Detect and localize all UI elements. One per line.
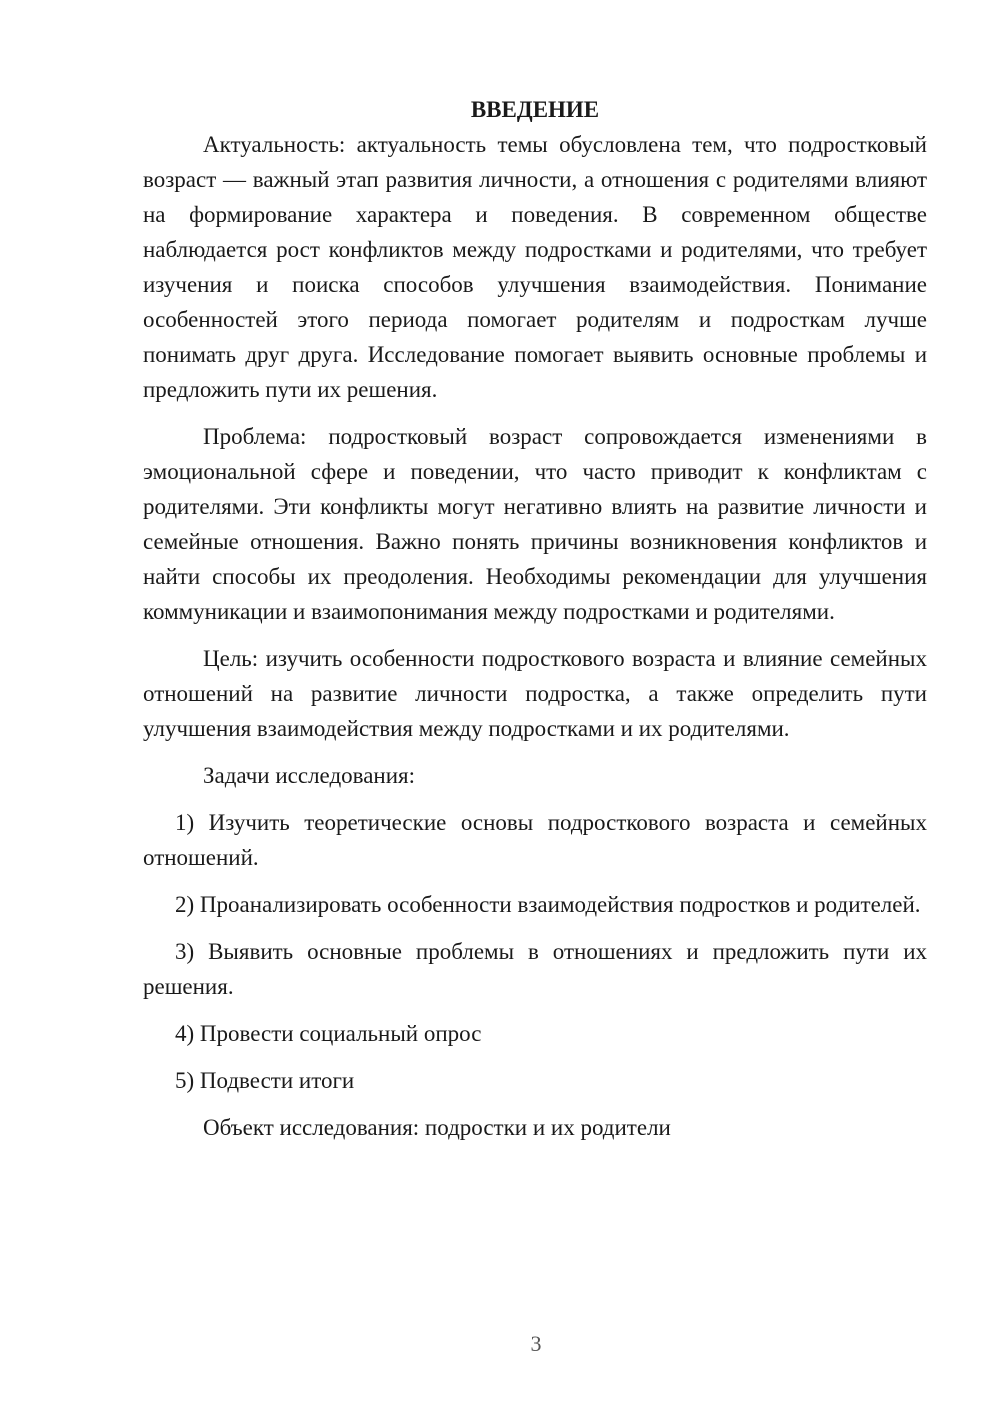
- list-item: 3) Выявить основные проблемы в отношениях и предложить пути их решения.: [143, 939, 927, 999]
- relevance-paragraph: Актуальность: актуальность темы обусловлена тем, что подростковый возраст — важный этап развития личности, а отношения с родителями влияют на формирование характера и поведения. В современном обществе наблюдается рост конфликтов между подростками и родителями, что требует изучения и поиска способов улучшения взаимодействия. Понимание особенностей этого периода помогает родителям и подросткам лучше понимать друг друга. Исследование помогает выявить основные проблемы и предложить пути их решения.: [143, 132, 927, 402]
- list-item: 5) Подвести итоги: [175, 1068, 355, 1093]
- list-item: 4) Провести социальный опрос: [175, 1021, 482, 1046]
- list-item: 2) Проанализировать особенности взаимодействия подростков и родителей.: [175, 892, 921, 917]
- problem-paragraph: Проблема: подростковый возраст сопровождается изменениями в эмоциональной сфере и поведении, что часто приводит к конфликтам с родителями. Эти конфликты могут негативно влиять на развитие личности и семейные отношения. Важно понять причины возникновения конфликтов и найти способы их преодоления. Необходимы рекомендации для улучшения коммуникации и взаимопонимания между подростками и родителями.: [143, 424, 927, 624]
- object-paragraph: Объект исследования: подростки и их родители: [203, 1115, 671, 1140]
- goal-paragraph: Цель: изучить особенности подросткового возраста и влияние семейных отношений на развитие личности подростка, а также определить пути улучшения взаимодействия между подростками и их родителями.: [143, 646, 927, 741]
- page-body: [143, 92, 927, 1145]
- list-item: 1) Изучить теоретические основы подросткового возраста и семейных отношений.: [143, 810, 927, 870]
- tasks-list: [143, 805, 927, 1098]
- page-number: 3: [530, 1331, 542, 1356]
- tasks-heading: Задачи исследования:: [203, 763, 416, 788]
- section-title: ВВЕДЕНИЕ: [470, 97, 600, 122]
